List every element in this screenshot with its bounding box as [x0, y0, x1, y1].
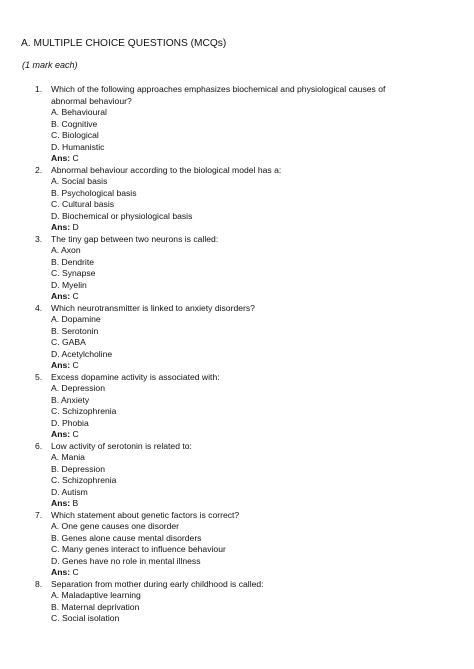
question-text: Abnormal behaviour according to the biological model has a:: [51, 164, 282, 175]
answer-value: C: [72, 360, 79, 370]
option-item: B. Genes alone cause mental disorders: [51, 532, 202, 543]
option-list: [0, 107, 474, 153]
option-item: A. Social basis: [51, 176, 108, 186]
option-list: [0, 521, 474, 567]
question-item: [0, 234, 474, 303]
question-item: [0, 84, 474, 165]
answer-value: C: [72, 291, 79, 301]
question-text: Separation from mother during early childhood is called:: [51, 578, 264, 589]
section-subheading: (1 mark each): [22, 60, 78, 70]
option-item: D. Autism: [51, 486, 88, 497]
option-item: B. Depression: [51, 463, 105, 474]
answer-label: Ans:: [51, 222, 71, 232]
question-number: 5.: [35, 371, 43, 382]
option-list: [0, 452, 474, 498]
question-text: Excess dopamine activity is associated with:: [51, 371, 220, 382]
answer-line: [51, 153, 474, 165]
option-item: A. Dopamine: [51, 314, 101, 324]
option-item: C. Schizophrenia: [51, 406, 117, 416]
answer-label: Ans:: [51, 429, 71, 439]
question-text: Which of the following approaches emphasizes biochemical and physiological causes of abnormal behaviour?: [51, 84, 386, 106]
answer-line: [51, 567, 474, 579]
question-item: [0, 579, 474, 625]
question-number: 4.: [35, 302, 43, 313]
question-list: [0, 84, 474, 625]
question-item: [0, 372, 474, 441]
option-item: A. Mania: [51, 452, 85, 462]
question-text: Which statement about genetic factors is correct?: [51, 509, 240, 520]
section-heading: A. MULTIPLE CHOICE QUESTIONS (MCQs): [21, 38, 227, 49]
question-number: 7.: [35, 509, 43, 520]
answer-value: B: [72, 498, 79, 508]
option-item: D. Myelin: [51, 279, 87, 290]
answer-label: Ans:: [51, 291, 71, 301]
option-item: B. Psychological basis: [51, 187, 137, 198]
answer-value: C: [72, 429, 79, 439]
question-item: [0, 510, 474, 579]
option-item: B. Serotonin: [51, 325, 99, 336]
question-text: Low activity of serotonin is related to:: [51, 440, 192, 451]
answer-value: C: [72, 153, 79, 163]
option-item: D. Genes have no role in mental illness: [51, 555, 201, 566]
option-item: A. Behavioural: [51, 107, 107, 117]
option-item: A. Maladaptive learning: [51, 590, 141, 600]
answer-value: D: [72, 222, 79, 232]
option-item: C. Schizophrenia: [51, 475, 117, 485]
answer-value: C: [72, 567, 79, 577]
answer-line: [51, 222, 474, 234]
answer-label: Ans:: [51, 498, 71, 508]
option-item: B. Anxiety: [51, 394, 90, 405]
question-number: 2.: [35, 164, 43, 175]
option-item: C. Biological: [51, 130, 99, 140]
answer-line: [51, 429, 474, 441]
option-item: D. Phobia: [51, 417, 89, 428]
option-item: D. Biochemical or physiological basis: [51, 210, 193, 221]
answer-label: Ans:: [51, 360, 71, 370]
question-text: Which neurotransmitter is linked to anxiety disorders?: [51, 302, 255, 313]
option-list: [0, 590, 474, 625]
option-item: D. Acetylcholine: [51, 348, 113, 359]
option-list: [0, 314, 474, 360]
option-list: [0, 383, 474, 429]
option-item: B. Cognitive: [51, 118, 98, 129]
question-number: 1.: [35, 84, 43, 94]
option-list: [0, 176, 474, 222]
option-item: C. Synapse: [51, 268, 96, 278]
option-item: B. Maternal deprivation: [51, 601, 140, 612]
option-item: C. Cultural basis: [51, 199, 115, 209]
answer-line: [51, 291, 474, 303]
option-item: D. Humanistic: [51, 141, 105, 152]
answer-line: [51, 498, 474, 510]
question-number: 6.: [35, 440, 43, 451]
option-list: [0, 245, 474, 291]
option-item: C. Social isolation: [51, 613, 120, 623]
answer-label: Ans:: [51, 567, 71, 577]
answer-label: Ans:: [51, 153, 71, 163]
question-item: [0, 165, 474, 234]
option-item: C. GABA: [51, 337, 86, 347]
option-item: A. One gene causes one disorder: [51, 521, 180, 531]
option-item: A. Axon: [51, 245, 81, 255]
question-text: The tiny gap between two neurons is called:: [51, 233, 219, 244]
question-number: 3.: [35, 233, 43, 244]
option-item: B. Dendrite: [51, 256, 94, 267]
option-item: A. Depression: [51, 383, 105, 393]
question-item: [0, 303, 474, 372]
option-item: C. Many genes interact to influence behaviour: [51, 544, 226, 554]
answer-line: [51, 360, 474, 372]
question-number: 8.: [35, 578, 43, 589]
question-item: [0, 441, 474, 510]
